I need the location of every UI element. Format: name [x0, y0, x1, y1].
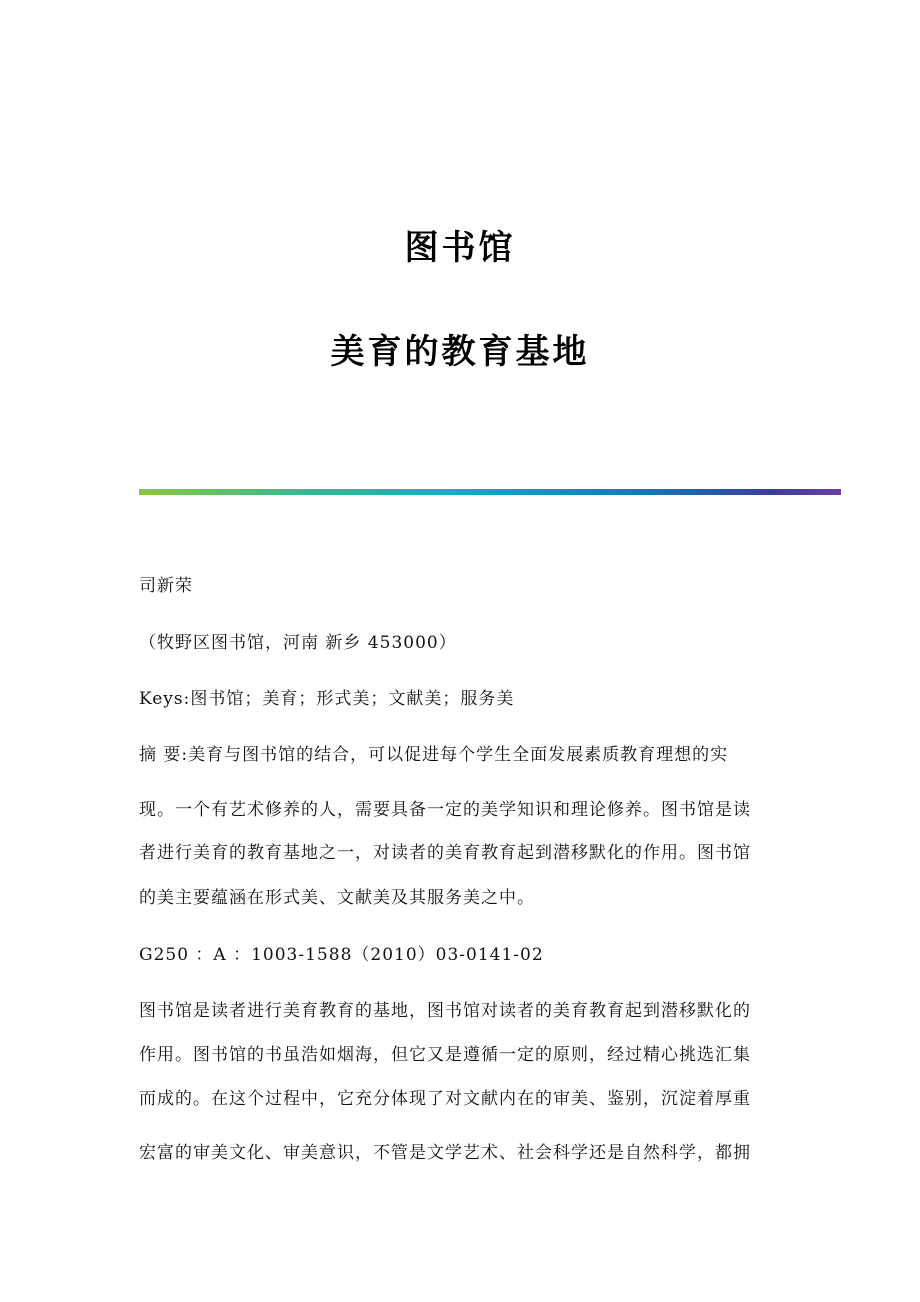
classification-code: G250 ：A ：1003-1588（2010）03-0141-02: [139, 945, 544, 965]
gradient-divider: [139, 489, 841, 495]
title-line-1: 图书馆: [404, 228, 516, 268]
body-line: 宏富的审美文化、审美意识，不管是文学艺术、社会科学还是自然科学，都拥: [139, 1143, 751, 1163]
abstract-line: 现。一个有艺术修养的人，需要具备一定的美学知识和理论修养。图书馆是读: [139, 800, 751, 820]
affiliation: （牧野区图书馆，河南 新乡 453000）: [139, 633, 457, 653]
abstract-line: 的美主要蕴涵在形式美、文献美及其服务美之中。: [139, 888, 535, 908]
abstract-line: 者进行美育的教育基地之一，对读者的美育教育起到潜移默化的作用。图书馆: [139, 843, 751, 863]
abstract-line: 摘 要:美育与图书馆的结合，可以促进每个学生全面发展素质教育理想的实: [139, 745, 729, 765]
keywords: Keys:图书馆；美育；形式美；文献美；服务美: [139, 689, 515, 709]
author: 司新荣: [139, 576, 193, 596]
body-line: 而成的。在这个过程中，它充分体现了对文献内在的审美、鉴别，沉淀着厚重: [139, 1089, 751, 1109]
body-line: 作用。图书馆的书虽浩如烟海，但它又是遵循一定的原则，经过精心挑选汇集: [139, 1045, 751, 1065]
title-line-2: 美育的教育基地: [330, 332, 590, 372]
body-line: 图书馆是读者进行美育教育的基地，图书馆对读者的美育教育起到潜移默化的: [139, 1001, 751, 1021]
